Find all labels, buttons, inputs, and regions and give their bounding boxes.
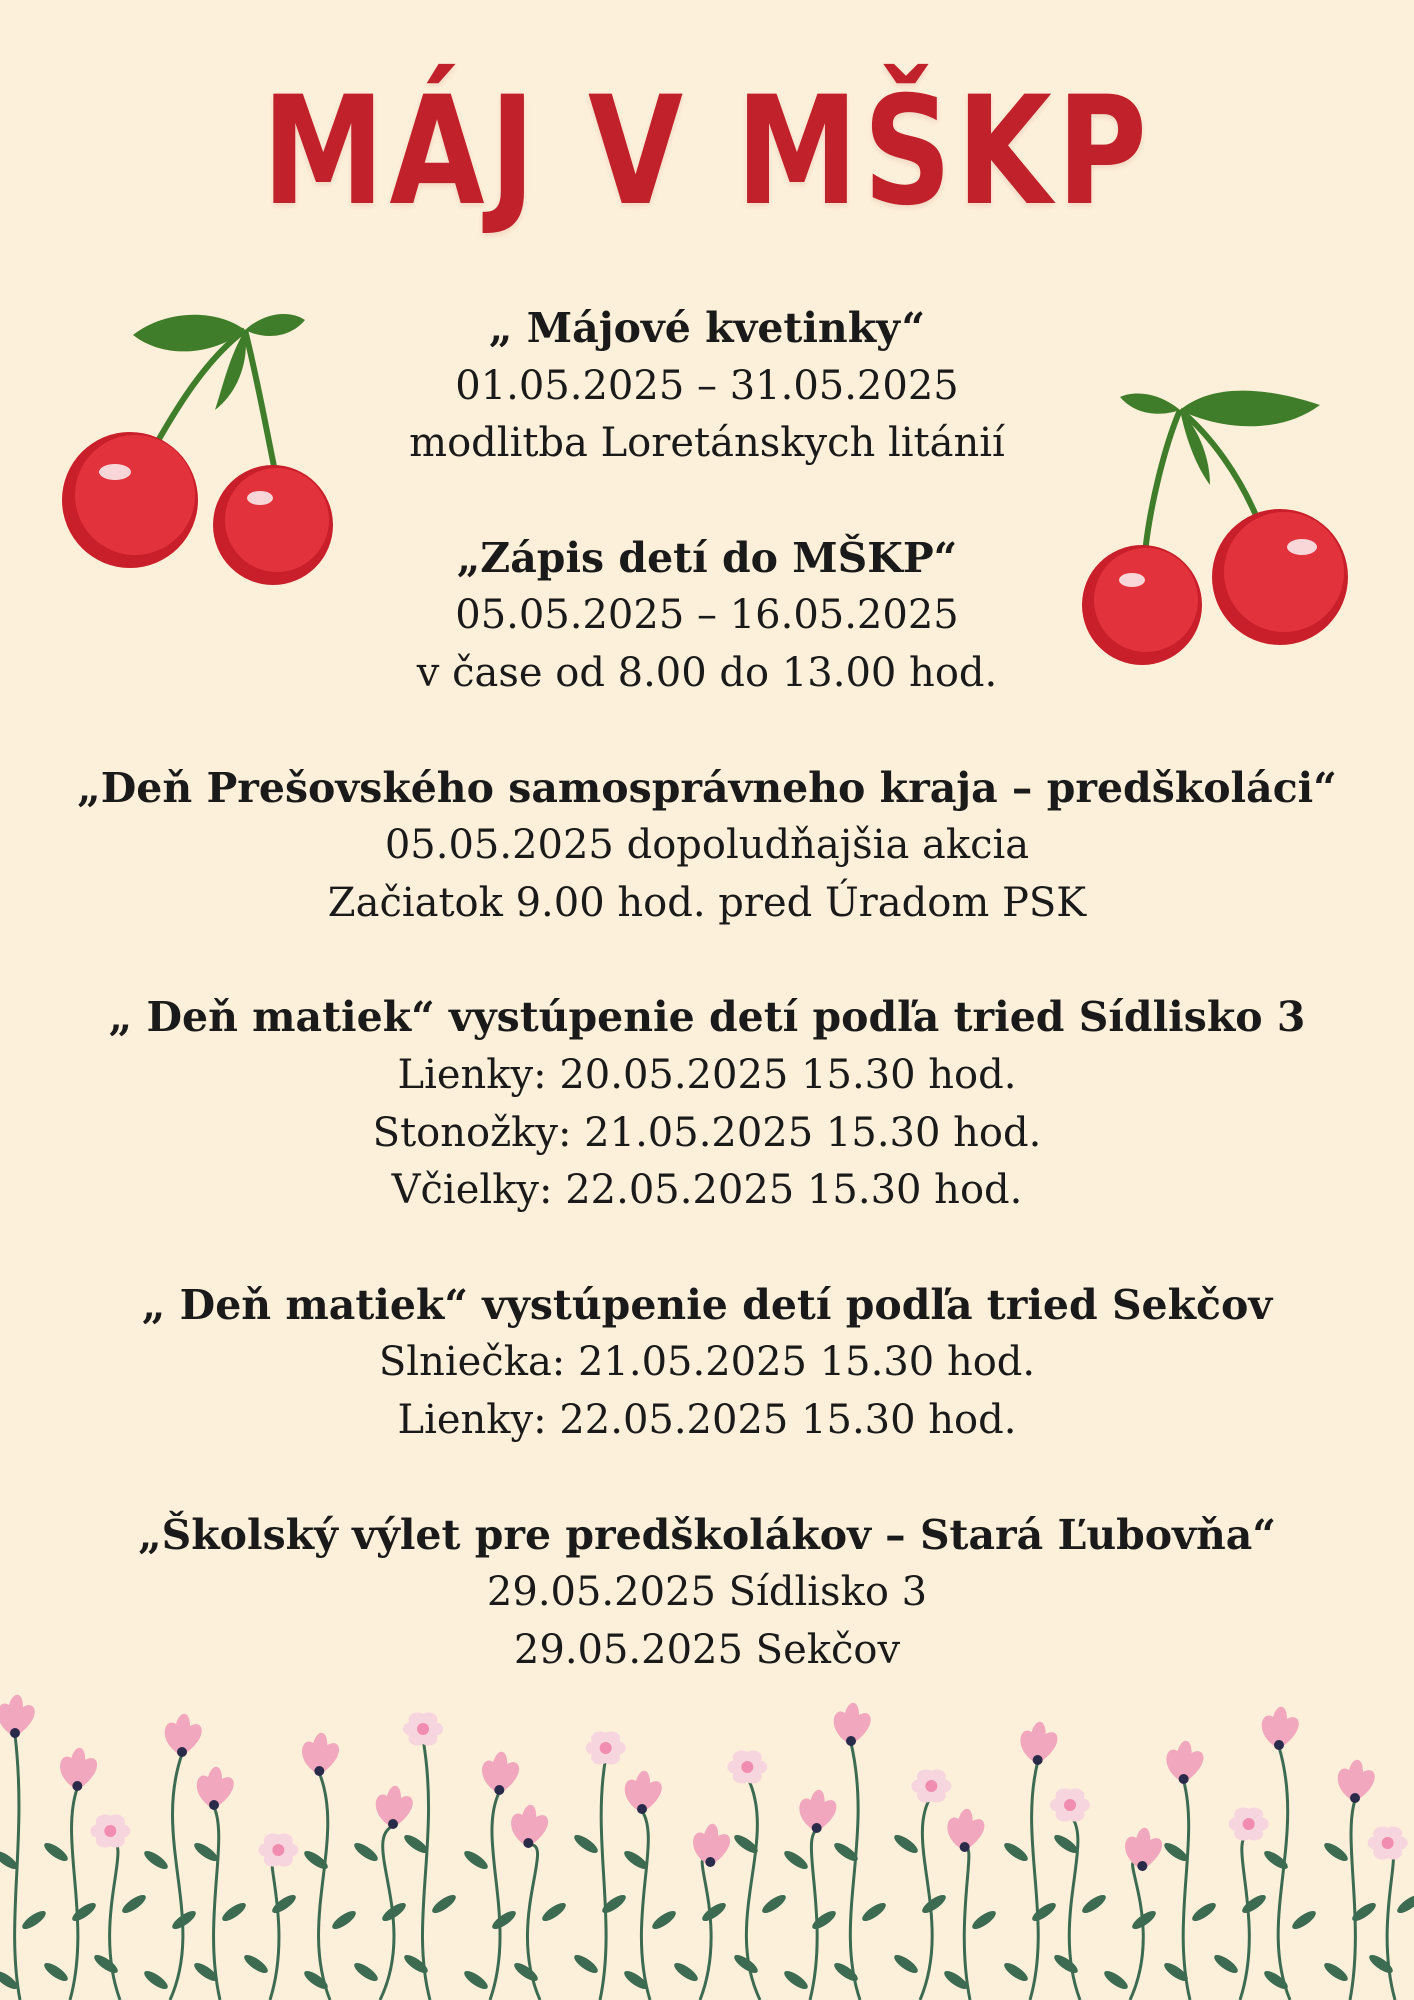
event-detail: Začiatok 9.00 hod. pred Úradom PSK (327, 879, 1087, 926)
event-block (0, 989, 1414, 1219)
event-heading: „ Deň matiek“ vystúpenie detí podľa tried Sekčov (141, 1280, 1273, 1329)
page-title: MÁJ V MŠKP (262, 65, 1152, 239)
event-detail: v čase od 8.00 do 13.00 hod. (416, 649, 998, 696)
event-detail: Slniečka: 21.05.2025 15.30 hod. (378, 1339, 1036, 1386)
event-heading: „ Májové kvetinky“ (488, 304, 926, 352)
event-heading: „Zápis detí do MŠKP“ (456, 533, 958, 582)
event-detail: 29.05.2025 Sekčov (513, 1626, 901, 1673)
flower-meadow-icon (0, 1690, 1414, 2000)
event-detail: Lienky: 22.05.2025 15.30 hod. (397, 1396, 1017, 1443)
event-block (0, 1507, 1414, 1680)
event-block (0, 300, 1414, 473)
event-block (0, 1277, 1414, 1450)
event-detail: 29.05.2025 Sídlisko 3 (486, 1569, 928, 1616)
event-detail: Stonožky: 21.05.2025 15.30 hod. (372, 1109, 1042, 1156)
event-detail: Lienky: 20.05.2025 15.30 hod. (397, 1051, 1017, 1098)
event-detail: Včielky: 22.05.2025 15.30 hod. (391, 1167, 1023, 1214)
event-block (0, 530, 1414, 703)
event-heading: „Školský výlet pre predškolákov – Stará Ľubovňa“ (138, 1510, 1276, 1559)
event-block (0, 760, 1414, 933)
event-detail: modlitba Loretánskych litánií (409, 420, 1005, 467)
event-heading: „ Deň matiek“ vystúpenie detí podľa tried Sídlisko 3 (108, 993, 1306, 1042)
event-heading: „Deň Prešovského samosprávneho kraja – predškoláci“ (77, 763, 1337, 812)
event-detail: 05.05.2025 dopoludňajšia akcia (384, 822, 1030, 869)
event-detail: 01.05.2025 – 31.05.2025 (455, 362, 959, 409)
event-detail: 05.05.2025 – 16.05.2025 (455, 592, 959, 639)
event-list (0, 300, 1414, 1679)
